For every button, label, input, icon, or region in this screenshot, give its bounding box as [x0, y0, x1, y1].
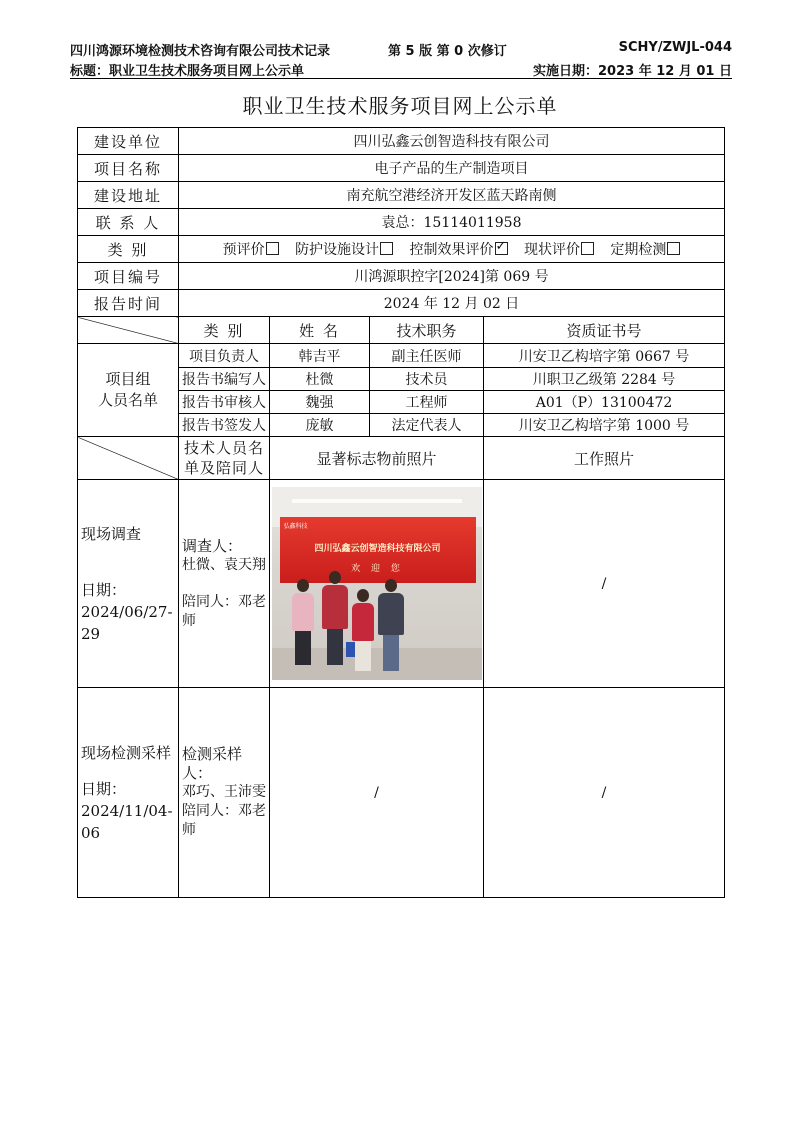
category-option[interactable]: 现状评价	[524, 239, 594, 259]
survey-work-photo-cell: /	[484, 480, 725, 688]
table-row-title: 工程师	[370, 391, 484, 414]
survey-date: 2024/06/27-29	[81, 602, 173, 643]
table-row-title: 副主任医师	[370, 344, 484, 368]
category-option[interactable]: 预评价	[223, 239, 279, 259]
category-option[interactable]: 控制效果评价✓	[410, 239, 508, 259]
doc-code: SCHY/ZWJL-044	[618, 40, 732, 55]
report-time-value: 2024 年 12 月 02 日	[179, 290, 725, 317]
contact-label: 联 系 人	[78, 209, 179, 236]
sampling-cell	[78, 688, 179, 898]
sampling-staff-cell	[179, 688, 270, 898]
staff-header-category: 类 别	[179, 317, 270, 344]
project-value: 电子产品的生产制造项目	[179, 155, 725, 182]
col-staff-header: 技术人员名单及陪同人	[179, 437, 270, 480]
person-figure	[322, 571, 348, 665]
survey-staff-cell	[179, 480, 270, 688]
address-label: 建设地址	[78, 182, 179, 209]
samplers: 邓巧、王沛雯	[182, 784, 266, 800]
sign-photo	[272, 487, 482, 680]
effective-date: 实施日期：2023 年 12 月 01 日	[533, 64, 732, 79]
code-value: 川鸿源职控字[2024]第 069 号	[179, 263, 725, 290]
category-options	[179, 236, 725, 263]
sampler-label: 检测采样人：	[182, 745, 243, 782]
table-row-name: 庞敏	[270, 414, 370, 437]
table-row-role: 项目负责人	[179, 344, 270, 368]
report-time-label: 报告时间	[78, 290, 179, 317]
doc-header-row-2	[70, 58, 732, 79]
sampling-work-photo-cell: /	[484, 688, 725, 898]
table-row-name: 杜微	[270, 368, 370, 391]
unit-value: 四川弘鑫云创智造科技有限公司	[179, 128, 725, 155]
diagonal-cell	[78, 437, 179, 480]
person-figure	[378, 579, 404, 671]
table-row-cert: 川职卫乙级第 2284 号	[484, 368, 725, 391]
contact-value: 袁总：15114011958	[179, 209, 725, 236]
staff-header-title: 技术职务	[370, 317, 484, 344]
checkbox-icon[interactable]	[380, 242, 393, 255]
staff-header-name: 姓 名	[270, 317, 370, 344]
sampling-sign-photo-cell: /	[270, 688, 484, 898]
welcome-screen	[280, 517, 476, 583]
table-row-title: 法定代表人	[370, 414, 484, 437]
table-row-title: 技术员	[370, 368, 484, 391]
publicity-form	[77, 127, 725, 898]
table-row-name: 韩吉平	[270, 344, 370, 368]
category-option[interactable]: 定期检测	[610, 239, 680, 259]
sampling-companion: 陪同人：邓老师	[182, 803, 266, 838]
sampling-label: 现场检测采样	[81, 743, 172, 762]
table-row-role: 报告书签发人	[179, 414, 270, 437]
survey-label: 现场调查	[81, 524, 142, 543]
col-sign-photo-header: 显著标志物前照片	[270, 437, 484, 480]
checkbox-checked-icon[interactable]	[495, 242, 508, 255]
survey-sign-photo-cell	[270, 480, 484, 688]
checkbox-icon[interactable]	[667, 242, 680, 255]
table-row-cert: 川安卫乙构培字第 0667 号	[484, 344, 725, 368]
checkbox-icon[interactable]	[581, 242, 594, 255]
table-row-cert: 川安卫乙构培字第 1000 号	[484, 414, 725, 437]
sampling-date-label: 日期：	[81, 779, 127, 798]
category-option[interactable]: 防护设施设计	[295, 239, 393, 259]
code-label: 项目编号	[78, 263, 179, 290]
survey-companion: 陪同人：邓老师	[182, 593, 266, 629]
company-record-title: 四川鸿源环境检测技术咨询有限公司技术记录	[70, 44, 331, 59]
staff-header-cert: 资质证书号	[484, 317, 725, 344]
investigator-label: 调查人：	[182, 536, 243, 555]
survey-date-label: 日期：	[81, 580, 127, 599]
person-figure	[352, 589, 374, 671]
table-row-role: 报告书编写人	[179, 368, 270, 391]
col-work-photo-header: 工作照片	[484, 437, 725, 480]
doc-header-row-1	[70, 38, 732, 58]
checkbox-icon[interactable]	[266, 242, 279, 255]
category-label: 类 别	[78, 236, 179, 263]
page-title: 职业卫生技术服务项目网上公示单	[242, 94, 558, 118]
staff-group-label: 项目组 人员名单	[78, 344, 179, 437]
person-figure	[292, 579, 314, 665]
shopping-bag	[346, 642, 355, 657]
investigators: 杜微、袁天翔	[182, 556, 266, 573]
survey-cell	[78, 480, 179, 688]
doc-title-label: 标题：职业卫生技术服务项目网上公示单	[70, 64, 305, 79]
banner-company-name: 四川弘鑫云创智造科技有限公司	[314, 544, 441, 554]
company-logo: 弘鑫科技	[283, 523, 308, 530]
unit-label: 建设单位	[78, 128, 179, 155]
address-value: 南充航空港经济开发区蓝天路南侧	[179, 182, 725, 209]
version-text: 第 5 版 第 0 次修订	[388, 44, 507, 59]
diagonal-cell	[78, 317, 179, 344]
table-row-cert: A01（P）13100472	[484, 391, 725, 414]
table-row-name: 魏强	[270, 391, 370, 414]
project-label: 项目名称	[78, 155, 179, 182]
banner-welcome: 欢 迎 您	[351, 564, 404, 574]
sampling-date: 2024/11/04-06	[81, 801, 173, 842]
table-row-role: 报告书审核人	[179, 391, 270, 414]
